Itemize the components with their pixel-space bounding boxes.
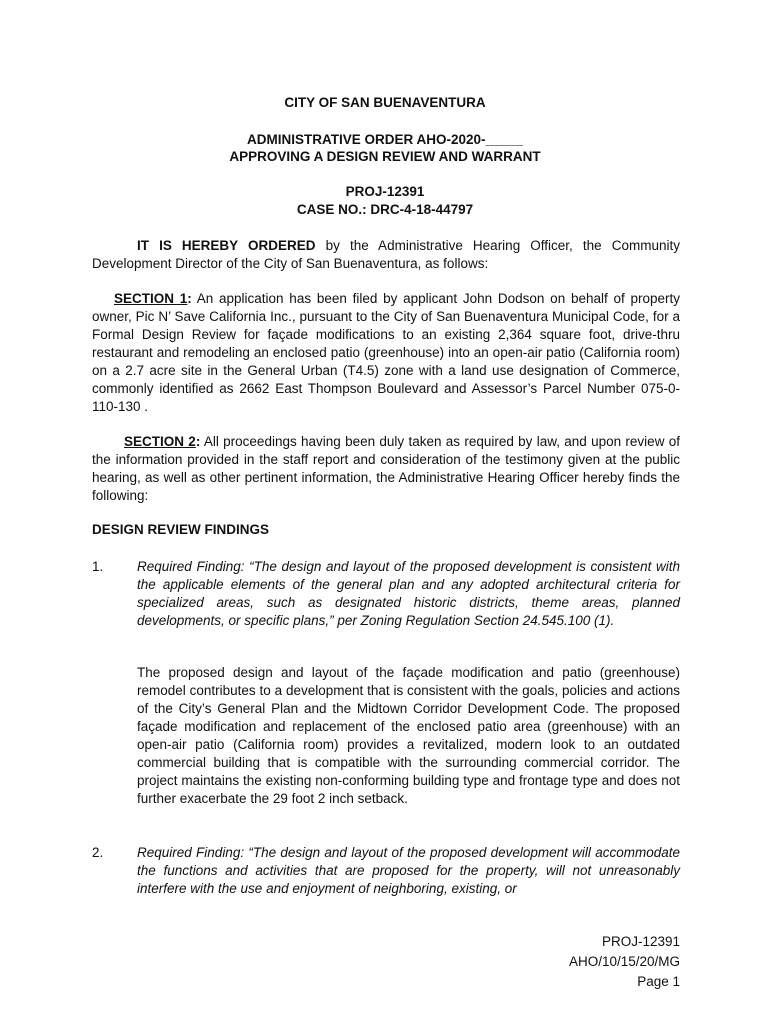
approving-title: APPROVING A DESIGN REVIEW AND WARRANT — [229, 149, 541, 164]
section1-paragraph — [92, 290, 680, 416]
section2-text: All proceedings having been duly taken as required by law, and upon review of the information provided in the staff report and consideration of the testimony given at the public hearing, as well as other pertinent information, the Administrative Hearing Officer hereby finds the following: — [92, 434, 680, 503]
footer-proj: PROJ-12391 — [601, 934, 680, 949]
intro-lead: IT IS HEREBY ORDERED — [137, 238, 316, 253]
finding-1-response: The proposed design and layout of the façade modification and patio (greenhouse) remodel contributes to a development that is consistent with the goals, policies and actions of the City’s General Plan and the Midtown Corridor Development Code. The proposed façade modification and replacement of the enclosed patio area (greenhouse) with an open-air patio (California room) provides a revitalized, modern look to an outdated commercial building that is compatible with the surrounding commercial corridor. The project maintains the existing non-conforming building type and frontage type and does not further exacerbate the 29 foot 2 inch setback. — [137, 665, 680, 806]
finding-2-number: 2. — [92, 845, 104, 860]
order-title: ADMINISTRATIVE ORDER AHO-2020-_____ — [246, 132, 524, 147]
page-footer — [569, 932, 680, 992]
findings-heading: DESIGN REVIEW FINDINGS — [92, 522, 270, 537]
finding-1-required: Required Finding: “The design and layout of the proposed development is consistent with the applicable elements of the general plan and any adopted architectural criteria for specialized areas, such as designated historic districts, theme areas, planned developments, or specific plans,” per Zoning Regulation Section 24.545.100 (1). — [137, 559, 680, 628]
section1-colon: : — [187, 291, 192, 306]
section2-paragraph — [92, 433, 680, 505]
finding-1-number: 1. — [92, 559, 104, 574]
intro-text: by the Administrative Hearing Officer, the Community Development Director of the City of San Buenaventura, as follows: — [92, 238, 680, 271]
section1-text: An application has been filed by applicant John Dodson on behalf of property owner, Pic N’ Save California Inc., pursuant to the City of San Buenaventura Municipal Code, for a Formal Design Review for façade modifications to an existing 2,364 square foot, drive-thru restaurant and remodeling an enclosed patio (greenhouse) into an open-air patio (California room) on a 2.7 acre site in the General Urban (T4.5) zone with a land use designation of Commerce, commonly identified as 2662 East Thompson Boulevard and Assessor’s Parcel Number 075-0-110-130 . — [92, 291, 681, 414]
case-number: CASE NO.: DRC-4-18-44797 — [296, 202, 474, 217]
city-title: CITY OF SAN BUENAVENTURA — [284, 95, 486, 110]
section2-label: SECTION 2 — [124, 434, 196, 449]
intro-paragraph — [92, 237, 680, 273]
footer-ref: AHO/10/15/20/MG — [568, 954, 680, 969]
section1-label: SECTION 1 — [114, 291, 188, 306]
finding-2-required: Required Finding: “The design and layout of the proposed development will accommodate the functions and activities that are proposed for the property, will not unreasonably interfere with the use and enjoyment of neighboring, existing, or — [137, 845, 680, 896]
section2-colon: : — [195, 434, 201, 449]
footer-page-number: Page 1 — [637, 974, 680, 989]
proj-number: PROJ-12391 — [345, 184, 425, 199]
